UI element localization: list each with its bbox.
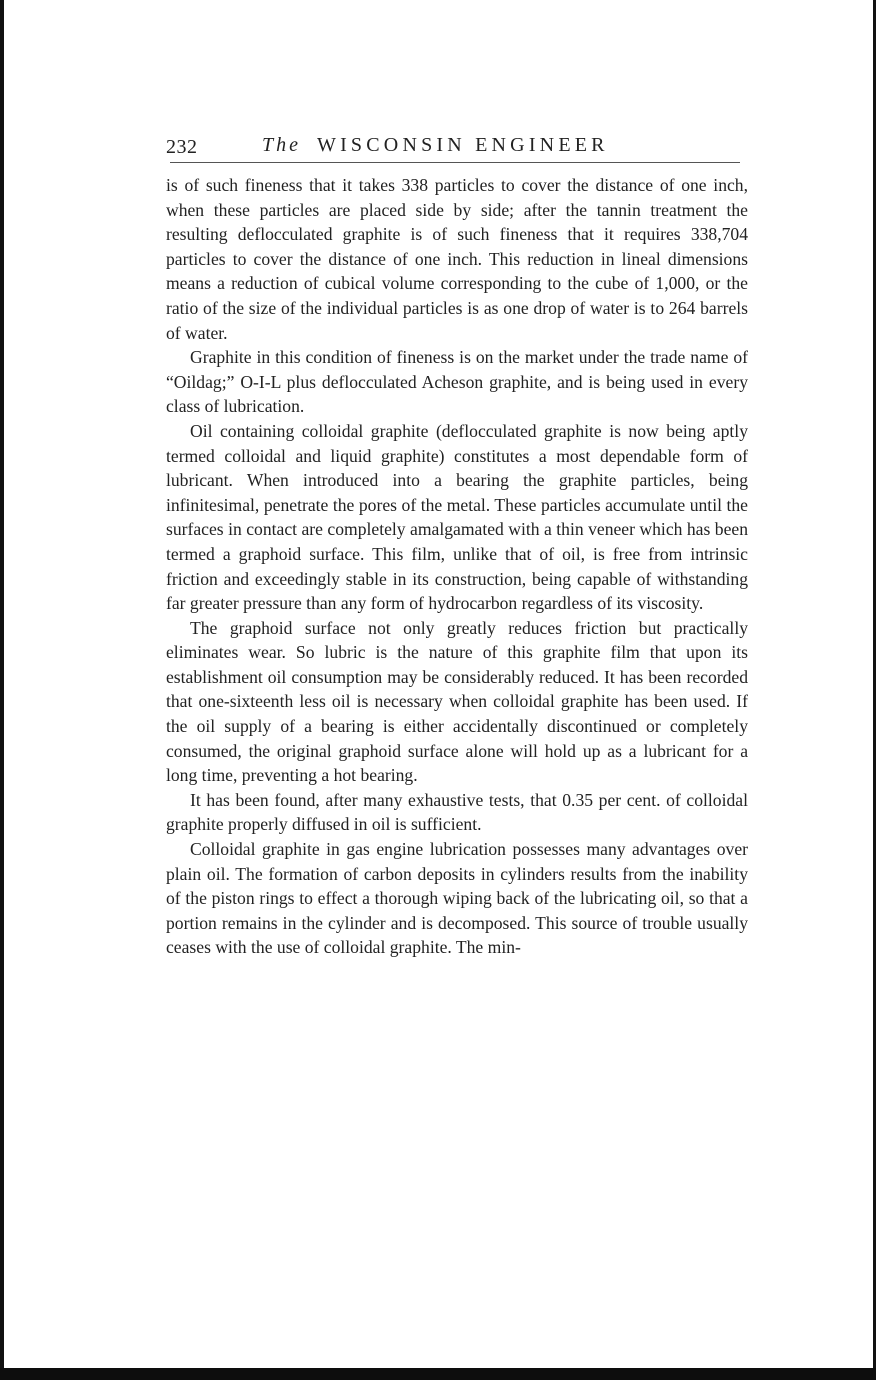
paragraph-tests: It has been found, after many exhaustive tests, that 0.35 per cent. of colloidal graphite properly diffused in oil is sufficient. — [166, 789, 748, 835]
running-head — [166, 128, 748, 162]
paragraph-oil-colloidal: Oil containing colloidal graphite (deflocculated graphite is now being aptly termed colloidal and liquid graphite) constitutes a most dependable form of lubricant. When introduced into a bearing the graphite particles, being infinitesimal, penetrate the pores of the metal. These particles accumulate until the surfaces in contact are completely amalgamated with a thin veneer which has been termed a graphoid surface. This film, unlike that of oil, is free from intrinsic friction and exceedingly stable in its construction, being capable of withstanding far greater pressure than any form of hydrocarbon regardless of its viscosity. — [166, 420, 748, 614]
paragraph-gas-engine: Colloidal graphite in gas engine lubrication possesses many advantages over plain oil. The formation of carbon deposits in cylinders results from the inability of the piston rings to effect a thorough wiping back of the lubricating oil, so that a portion remains in the cylinder and is decomposed. This source of trouble usually ceases with the use of colloidal graphite. The min- — [166, 839, 748, 958]
journal-title-name: WISCONSIN ENGINEER — [317, 134, 609, 156]
journal-title-the: The — [262, 134, 301, 156]
book-page — [166, 128, 748, 960]
scan-left-edge — [0, 0, 4, 1380]
journal-title — [262, 134, 609, 157]
paragraph-graphoid-surface: The graphoid surface not only greatly reduces friction but practically eliminates wear. So lubric is the nature of this graphite film that upon its establishment oil consumption may be considerably reduced. It has been recorded that one-sixteenth less oil is necessary when colloidal graphite has been used. If the oil supply of a bearing is either accidentally discontinued or completely consumed, the original graphoid surface alone will hold up as a lubricant for a long time, preventing a hot bearing. — [166, 617, 748, 786]
paragraph-oildag: Graphite in this condition of fineness is on the market under the trade name of “Oildag;” O-I-L plus deflocculated Acheson graphite, and is being used in every class of lubrication. — [166, 347, 748, 417]
page-number: 232 — [166, 136, 198, 158]
header-rule — [170, 162, 740, 163]
paragraph-continued: is of such fineness that it takes 338 particles to cover the distance of one inch, when these particles are placed side by side; after the tannin treatment the resulting deflocculated graphite is of such fineness that it requires 338,704 particles to cover the distance of one inch. This reduction in lineal dimensions means a reduction of cubical volume corresponding to the cube of 1,000, or the ratio of the size of the individual particles is as one drop of water is to 264 barrels of water. — [166, 175, 748, 343]
scan-bottom-band — [0, 1368, 876, 1380]
body-text — [166, 173, 748, 960]
